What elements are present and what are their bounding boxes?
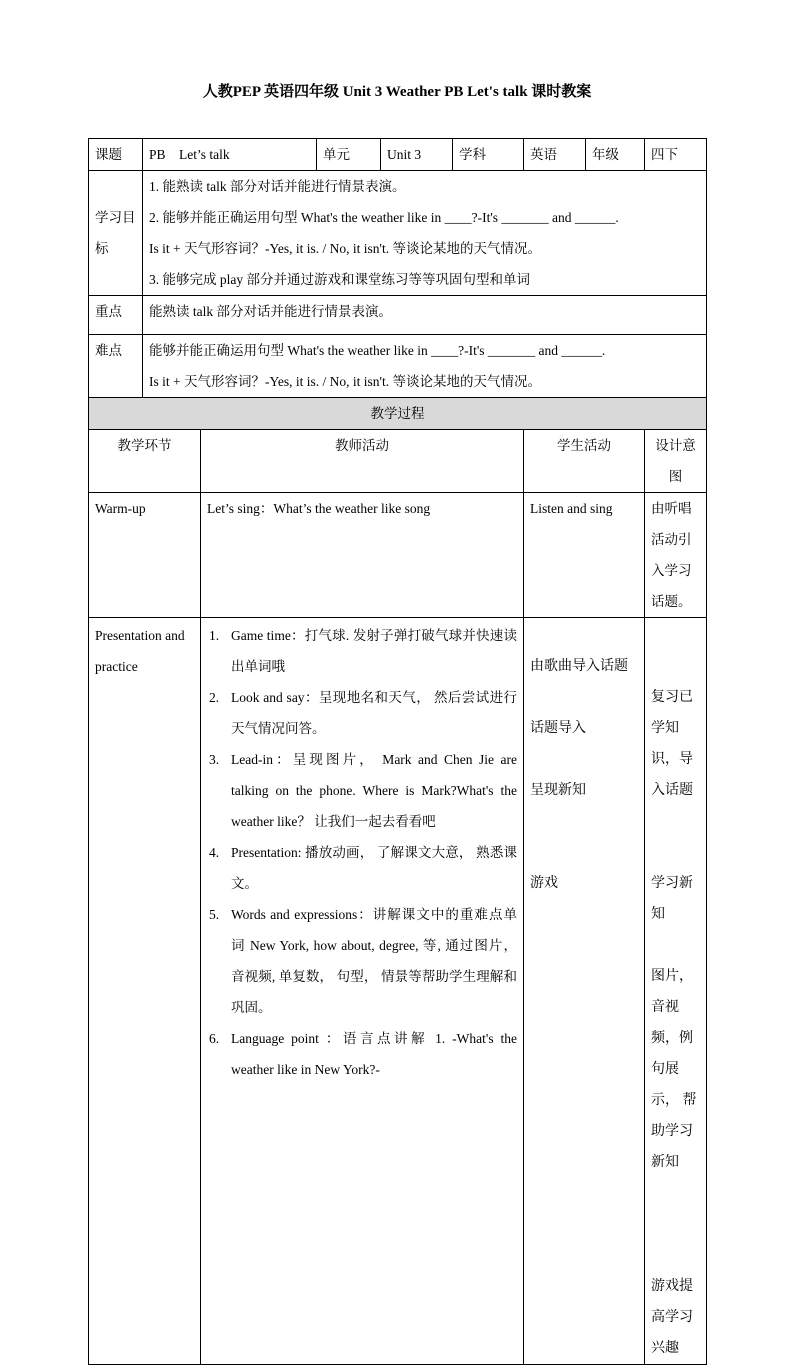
topic-label: 课题 <box>89 139 143 171</box>
unit-label: 单元 <box>317 139 381 171</box>
topic-value: PB Let’s talk <box>143 139 317 171</box>
student-activity: 呈现新知 <box>530 783 586 798</box>
warmup-student: Listen and sing <box>524 493 645 618</box>
document-title: 人教PEP 英语四年级 Unit 3 Weather PB Let's talk 课时教案 <box>202 84 592 100</box>
presentation-student <box>524 618 645 1365</box>
column-intent: 设计意图 <box>645 430 707 493</box>
goals-row <box>89 171 707 296</box>
subject-value: 英语 <box>524 139 586 171</box>
warmup-stage: Warm-up <box>89 493 201 618</box>
warmup-intent: 由听唱活动引入学习话题。 <box>645 493 707 618</box>
list-item: 2. Look and say：呈现地名和天气， 然后尝试进行天气情况问答。 <box>209 690 517 736</box>
grade-value: 四下 <box>645 139 707 171</box>
process-columns-row <box>89 430 707 493</box>
list-item: 5. Words and expressions：讲解课文中的重难点单词 New York, how about, degree, 等, 通过图片， 音视频, 单复数， 句型， 情景等帮助学生理解和巩固。 <box>209 907 517 1015</box>
column-teacher: 教师活动 <box>201 430 524 493</box>
goal-line: 3. 能够完成 play 部分并通过游戏和课堂练习等等巩固句型和单词 <box>149 272 530 287</box>
column-stage: 教学环节 <box>89 430 201 493</box>
difficulty-label: 难点 <box>89 335 143 398</box>
goal-line: 1. 能熟读 talk 部分对话并能进行情景表演。 <box>149 179 406 194</box>
student-activity: 话题导入 <box>530 721 586 736</box>
intent-item: 图片， 音视频，例句展示， 帮助学习新知 <box>651 969 697 1170</box>
key-point-label: 重点 <box>89 296 143 335</box>
list-item: 1. Game time：打气球. 发射子弹打破气球并快速读出单词哦 <box>209 628 517 674</box>
warmup-teacher: Let’s sing：What’s the weather like song <box>201 493 524 618</box>
teacher-activity-list <box>207 620 517 1085</box>
goals-label: 学习目标 <box>89 171 143 296</box>
difficulty-content <box>143 335 707 398</box>
list-item: 3. Lead-in：呈现图片， Mark and Chen Jie are talking on the phone. Where is Mark?What's the weather like？ 让我们一起去看看吧 <box>209 752 517 829</box>
difficulty-line: 能够并能正确运用句型 What's the weather like in ____?-It's _______ and ______. <box>149 343 606 358</box>
student-activity: 由歌曲导入话题 <box>530 659 628 674</box>
intent-item: 游戏提高学习兴趣 <box>651 1279 693 1356</box>
goal-line: 2. 能够并能正确运用句型 What's the weather like in ____?-It's _______ and ______. <box>149 210 619 225</box>
goal-line: Is it + 天气形容词？-Yes, it is. / No, it isn't. 等谈论某地的天气情况。 <box>149 241 541 256</box>
subject-label: 学科 <box>453 139 524 171</box>
key-point-row <box>89 296 707 335</box>
unit-value: Unit 3 <box>381 139 453 171</box>
warmup-row <box>89 493 707 618</box>
presentation-teacher <box>201 618 524 1365</box>
list-item: 4. Presentation: 播放动画， 了解课文大意， 熟悉课文。 <box>209 845 517 891</box>
process-heading-row <box>89 398 707 430</box>
header-row <box>89 139 707 171</box>
key-point-text: 能熟读 talk 部分对话并能进行情景表演。 <box>143 296 707 335</box>
lesson-plan-table <box>88 138 707 1365</box>
difficulty-line: Is it + 天气形容词？-Yes, it is. / No, it isn't. 等谈论某地的天气情况。 <box>149 374 541 389</box>
goals-content <box>143 171 707 296</box>
process-heading: 教学过程 <box>89 398 707 430</box>
intent-item: 学习新知 <box>651 876 693 922</box>
student-activity: 游戏 <box>530 876 558 891</box>
intent-item: 复习已学知识，导入话题 <box>651 690 693 798</box>
column-student: 学生活动 <box>524 430 645 493</box>
difficulty-row <box>89 335 707 398</box>
presentation-row <box>89 618 707 1365</box>
presentation-intent <box>645 618 707 1365</box>
grade-label: 年级 <box>586 139 645 171</box>
list-item: 6. Language point ：语言点讲解 1. -What's the weather like in New York?- <box>209 1031 517 1077</box>
presentation-stage: Presentation and practice <box>89 618 201 1365</box>
